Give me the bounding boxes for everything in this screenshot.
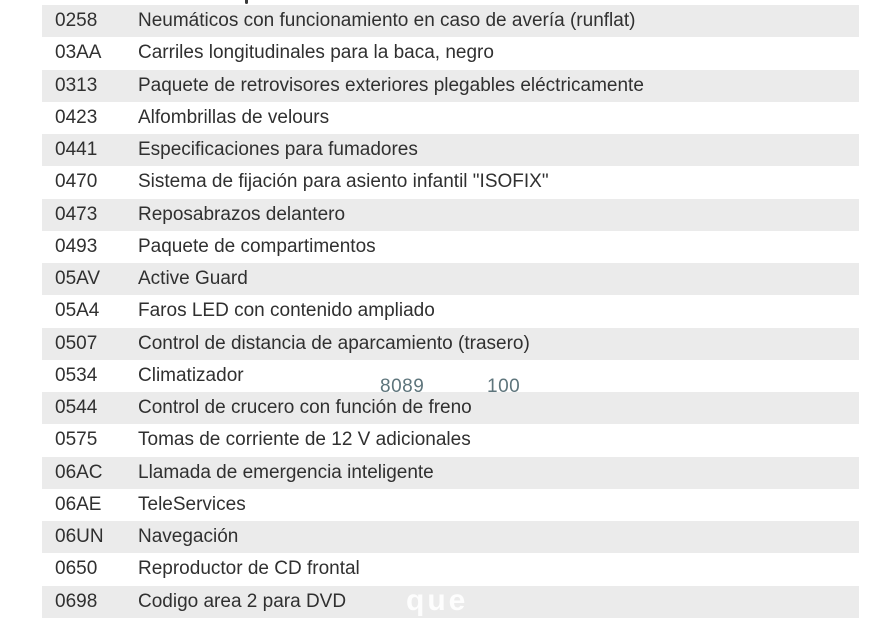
option-description: Especificaciones para fumadores [138, 139, 418, 161]
option-code: 0473 [55, 203, 98, 225]
table-row [42, 70, 859, 102]
table-row [42, 392, 859, 424]
overlay-number-left: 8089 [380, 376, 425, 397]
table-row [42, 424, 859, 456]
option-description: Faros LED con contenido ampliado [138, 300, 435, 322]
table-row [42, 328, 859, 360]
option-description: Active Guard [138, 268, 248, 290]
table-row [42, 457, 859, 489]
option-code: 0575 [55, 429, 98, 451]
option-code: 03AA [55, 42, 102, 64]
option-code: 0493 [55, 235, 98, 257]
option-code: 0470 [55, 171, 98, 193]
option-code: 0313 [55, 74, 98, 96]
option-description: Paquete de retrovisores exteriores plegables eléctricamente [138, 74, 644, 96]
option-code: 0534 [55, 364, 98, 386]
table-row [42, 134, 859, 166]
option-description: Alfombrillas de velours [138, 106, 330, 128]
option-description: Reposabrazos delantero [138, 203, 346, 225]
option-description: TeleServices [138, 493, 246, 515]
option-description: Tomas de corriente de 12 V adicionales [138, 429, 471, 451]
table-row [42, 489, 859, 521]
option-description: Llamada de emergencia inteligente [138, 461, 434, 483]
table-row [42, 102, 859, 134]
overlay-number-right: 100 [487, 376, 521, 397]
option-code: 05A4 [55, 300, 100, 322]
option-description: Reproductor de CD frontal [138, 558, 360, 580]
option-description: Neumáticos con funcionamiento en caso de avería (runflat) [138, 10, 636, 32]
option-code: 06UN [55, 526, 104, 548]
option-code: 06AC [55, 461, 103, 483]
option-code: 05AV [55, 268, 101, 290]
watermark-text: que [406, 584, 469, 617]
option-description: Sistema de fijación para asiento infantil "ISOFIX" [138, 171, 549, 193]
table-row [42, 37, 859, 69]
table-row [42, 5, 859, 37]
table-row [42, 166, 859, 198]
option-description: Paquete de compartimentos [138, 235, 376, 257]
option-code: 0698 [55, 590, 98, 612]
option-description: Control de crucero con función de freno [138, 397, 472, 419]
table-row [42, 521, 859, 553]
table-row [42, 263, 859, 295]
option-code: 06AE [55, 493, 102, 515]
options-table [42, 5, 859, 618]
option-code: 0544 [55, 397, 98, 419]
table-row [42, 199, 859, 231]
option-description: Codigo area 2 para DVD [138, 590, 347, 612]
option-description: Carriles longitudinales para la baca, negro [138, 42, 494, 64]
option-description: Navegación [138, 526, 239, 548]
option-code: 0441 [55, 139, 98, 161]
option-code: 0423 [55, 106, 98, 128]
table-row [42, 231, 859, 263]
option-code: 0258 [55, 10, 98, 32]
option-code: 0650 [55, 558, 98, 580]
table-row [42, 295, 859, 327]
clipped-row-remnant [245, 0, 248, 4]
option-description: Control de distancia de aparcamiento (trasero) [138, 332, 530, 354]
option-description: Climatizador [138, 364, 244, 386]
table-row [42, 360, 859, 392]
table-row [42, 553, 859, 585]
option-code: 0507 [55, 332, 98, 354]
